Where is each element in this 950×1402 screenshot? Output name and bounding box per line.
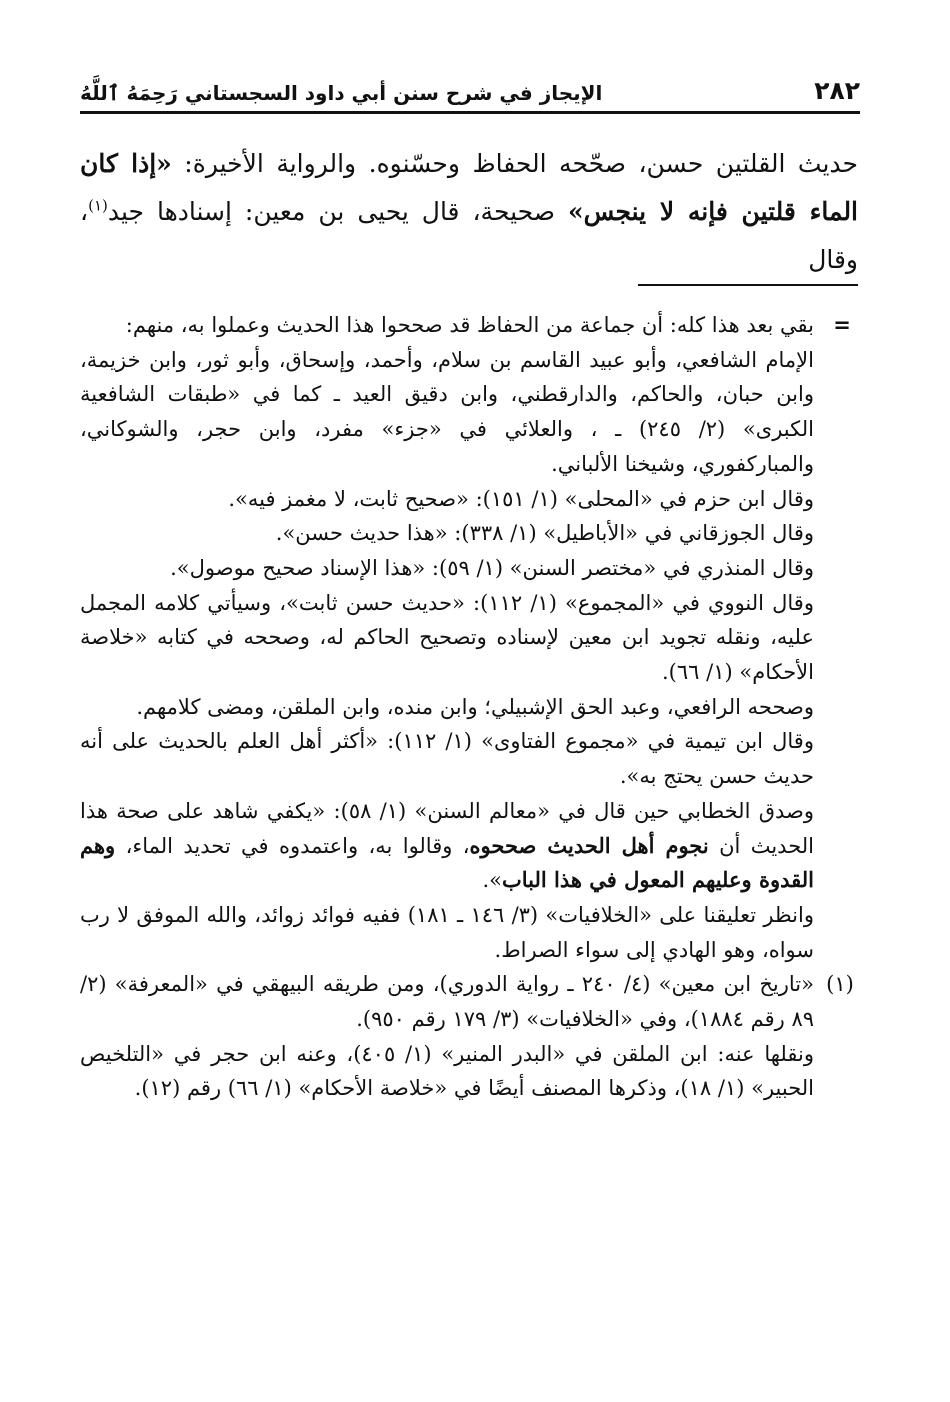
footnote-paragraph: وصححه الرافعي، وعبد الحق الإشبيلي؛ وابن منده، وابن الملقن، ومضى كلامهم. — [136, 694, 814, 719]
footnote-paragraph: بقي بعد هذا كله: أن جماعة من الحفاظ قد صححوا هذا الحديث وعملوا به، منهم: — [125, 313, 814, 337]
footnote-paragraph: وقال المنذري في «مختصر السنن» (١/ ٥٩): «هذا الإسناد صحيح موصول». — [170, 555, 814, 580]
footnote-paragraph: وقال ابن تيمية في «مجموع الفتاوى» (١/ ١١٢): «أكثر أهل العلم بالحديث على أنه حديث حسن يحتج به». — [80, 729, 814, 789]
continuation-marker: = — [833, 313, 851, 337]
footnote-reference[interactable]: (١) — [88, 196, 108, 215]
main-text-run: حديث القلتين حسن، صحّحه الحفاظ وحسّنوه. والرواية الأخيرة: — [171, 149, 858, 178]
footnotes-section — [80, 308, 862, 1106]
footnote-paragraph: وقال ابن حزم في «المحلى» (١/ ١٥١): «صحيح ثابت، لا مغمز فيه». — [228, 486, 814, 511]
bold-quote: «إذا كان الماء قلتين فإنه لا ينجس» — [80, 149, 859, 226]
text-run: ، وقالوا به، واعتمدوه في تحديد الماء، — [115, 833, 470, 858]
footnote-paragraph — [80, 794, 814, 898]
footnote-continuation — [80, 308, 862, 967]
footnote-paragraph: الإمام الشافعي، وأبو عبيد القاسم بن سلام، وأحمد، وإسحاق، وأبو ثور، وابن خزيمة، وابن حبان، والحاكم، والدارقطني، وابن دقيق العيد ـ كما في «طبقات الشافعية الكبرى» (٢/ ٢٤٥) ـ ، والعلائي في «جزء» مفرد، وابن حجر، والشوكاني، والمباركفوري، وشيخنا الألباني. — [80, 347, 814, 476]
bold-phrase: نجوم أهل الحديث صححوه — [469, 832, 709, 858]
footnote-paragraph: «تاريخ ابن معين» (٤/ ٢٤٠ ـ رواية الدوري)، ومن طريقه البيهقي في «المعرفة» (٢/ ٨٩ رقم ١٨٨٤)، وفي «الخلافيات» (٣/ ١٧٩ رقم ٩٥٠). — [80, 972, 814, 1032]
text-run: وصدق الخطابي حين قال في «معالم السنن» (١/ ٥٨): «يكفي شاهد على صحة هذا الحديث أن — [80, 798, 814, 858]
footnote-number: (١) — [826, 972, 854, 997]
bold-phrase: وهم القدوة وعليهم المعول في هذا الباب — [80, 832, 814, 893]
footnote-separator — [638, 284, 858, 286]
page-header — [80, 62, 860, 114]
main-text-run: ، وقال — [80, 197, 858, 274]
footnote-paragraph: ونقلها عنه: ابن الملقن في «البدر المنير» (١/ ٤٠٥)، وعنه ابن حجر في «التلخيص الحبير» (١/ ١٨)، وذكرها المصنف أيضًا في «خلاصة الأحكام» (١/ ٦٦) رقم (١٢). — [80, 1041, 814, 1101]
footnote-1 — [80, 967, 862, 1106]
running-title: الإيجاز في شرح سنن أبي داود السجستاني رَحِمَهُ ٱللَّهُ — [80, 81, 603, 105]
footnote-paragraph: وانظر تعليقنا على «الخلافيات» (٣/ ١٤٦ ـ ١٨١) ففيه فوائد زوائد، والله الموفق لا رب سواه، وهو الهادي إلى سواء الصراط. — [80, 902, 814, 962]
footnote-paragraph: وقال الجوزقاني في «الأباطيل» (١/ ٣٣٨): «هذا حديث حسن». — [275, 521, 814, 546]
page-number: ٢٨٢ — [814, 76, 860, 105]
main-paragraph — [80, 140, 858, 284]
main-text-run: صحيحة، قال يحيى بن معين: إسنادها جيد — [107, 197, 568, 226]
text-run: ». — [482, 868, 502, 893]
footnote-paragraph: وقال النووي في «المجموع» (١/ ١١٢): «حديث حسن ثابت»، وسيأتي كلامه المجمل عليه، ونقله تجويد ابن معين لإسناده وتصحيح الحاكم له، وصححه في كتابه «خلاصة الأحكام» (١/ ٦٦). — [80, 590, 814, 685]
main-text — [80, 140, 858, 284]
